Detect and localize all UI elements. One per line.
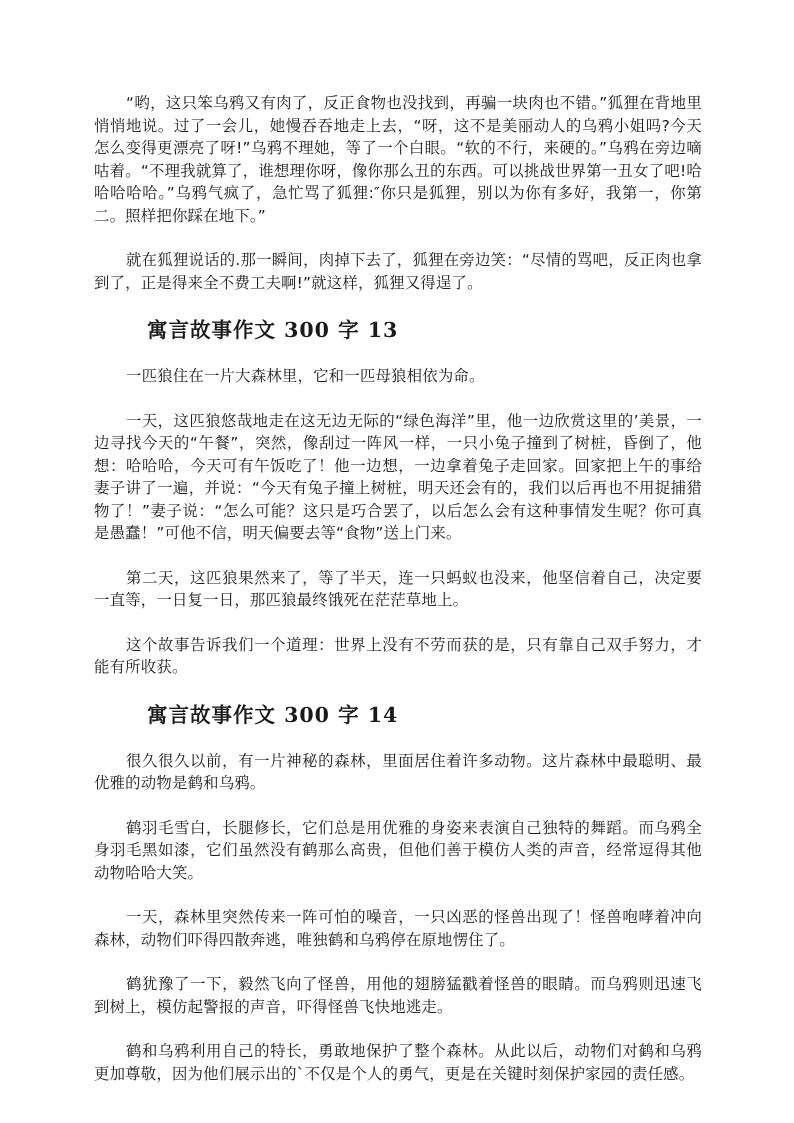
story-paragraph: 第二天，这匹狼果然来了，等了半天，连一只蚂蚁也没来，他坚信着自己，决定要一直等，一日复一日，那匹狼最终饿死在茫茫草地上。 xyxy=(94,568,702,609)
section-heading: 寓言故事作文 300 字 13 xyxy=(147,318,399,342)
story-paragraph: “哟，这只笨乌鸦又有肉了，反正食物也没找到，再骗一块肉也不错。”狐狸在背地里悄悄地说。过了一会儿，她慢吞吞地走上去，“呀，这不是美丽动人的乌鸦小姐吗?今天怎么变得更漂亮了呀!”乌鸦不理她，等了一个白眼。“软的不行，来硬的。”乌鸦在旁边嘀咕着。“不理我就算了，谁想理你呀，像你那么丑的东西。可以挑战世界第一丑女了吧!哈哈哈哈哈。”乌鸦气疯了，急忙骂了狐狸:″你只是狐狸，别以为你有多好，我第一，你第二。照样把你踩在地下。” xyxy=(94,94,702,225)
document-body xyxy=(94,92,702,1085)
story-paragraph: 一天，这匹狼悠哉地走在这无边无际的“绿色海洋”里，他一边欣赏这里的’美景，一边寻找今天的“午餐”，突然，像刮过一阵风一样，一只小兔子撞到了树桩，昏倒了，他想：哈哈哈，今天可有午饭吃了！他一边想，一边拿着兔子走回家。回家把上午的事给妻子讲了一遍，并说：“今天有兔子撞上树桩，明天还会有的，我们以后再也不用捉捕猎物了！”妻子说：“怎么可能？这只是巧合罢了，以后怎么会有这种事情发生呢？你可真是愚蠢！”可他不信，明天偏要去等“食物”送上门来。 xyxy=(94,411,702,542)
section-heading: 寓言故事作文 300 字 14 xyxy=(147,702,399,727)
story-paragraph: 鹤羽毛雪白，长腿修长，它们总是用优雅的身姿来表演自己独特的舞蹈。而乌鸦全身羽毛黑如漆，它们虽然没有鹤那么高贵，但他们善于模仿人类的声音，经常逗得其他动物哈哈大笑。 xyxy=(94,818,702,882)
story-paragraph: 鹤和乌鸦利用自己的特长，勇敢地保护了整个森林。从此以后，动物们对鹤和乌鸦更加尊敬，因为他们展示出的`不仅是个人的勇气，更是在关键时刻保护家园的责任感。 xyxy=(94,1042,702,1083)
story-paragraph: 这个故事告诉我们一个道理：世界上没有不劳而获的是，只有靠自己双手努力，才能有所收获。 xyxy=(94,635,702,676)
story-paragraph: 鹤犹豫了一下，毅然飞向了怪兽，用他的翅膀猛戳着怪兽的眼睛。而乌鸦则迅速飞到树上，模仿起警报的声音，吓得怪兽飞快地逃走。 xyxy=(94,975,702,1016)
story-paragraph: 一匹狼住在一片大森林里，它和一匹母狼相依为命。 xyxy=(126,367,485,385)
story-paragraph: 就在狐狸说话的.那一瞬间，肉掉下去了，狐狸在旁边笑：“尽情的骂吧，反正肉也拿到了，正是得来全不费工夫啊!”就这样，狐狸又得逞了。 xyxy=(94,251,702,292)
story-paragraph: 很久很久以前，有一片神秘的森林，里面居住着许多动物。这片森林中最聪明、最优雅的动物是鹤和乌鸦。 xyxy=(94,751,702,792)
story-paragraph: 一天，森林里突然传来一阵可怕的噪音，一只凶恶的怪兽出现了！怪兽咆哮着冲向森林，动物们吓得四散奔逃，唯独鹤和乌鸦停在原地愣住了。 xyxy=(94,908,702,949)
